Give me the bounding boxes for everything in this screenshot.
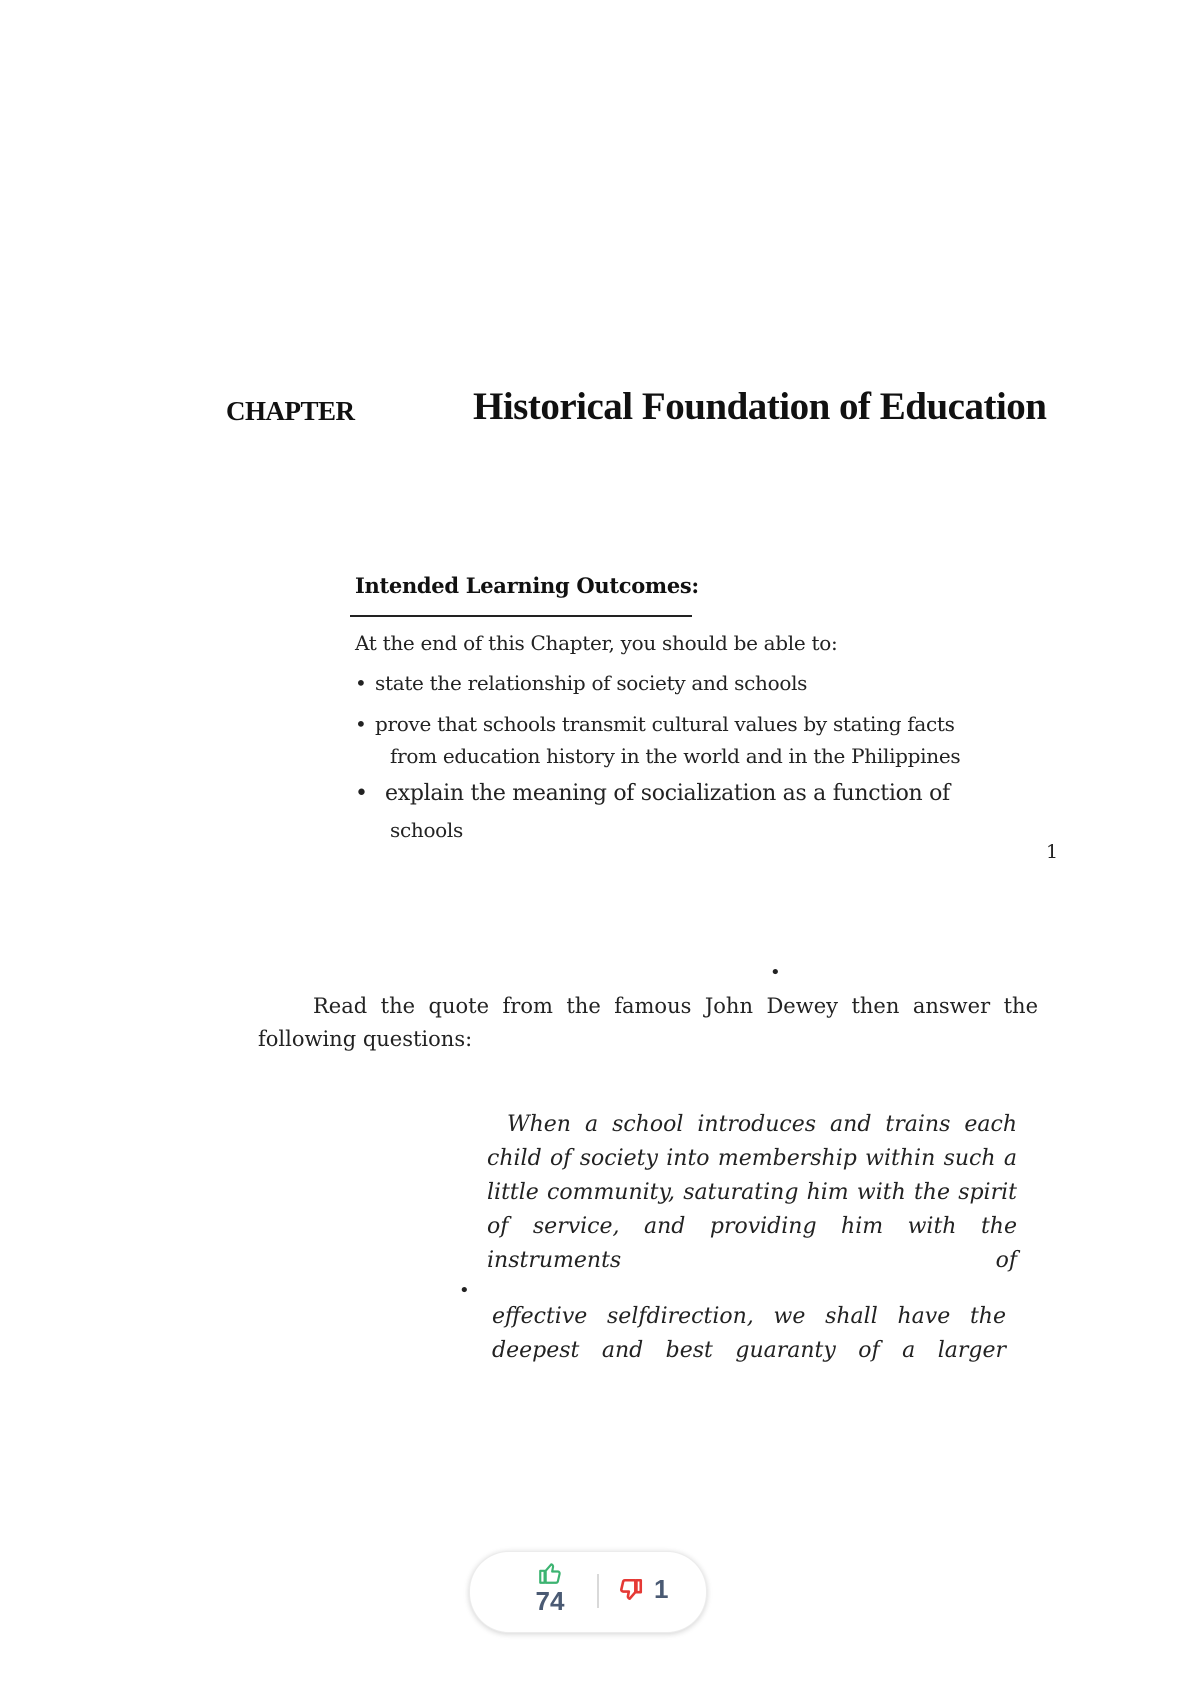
thumbs-down-icon — [618, 1577, 644, 1603]
dislike-count: 1 — [654, 1574, 669, 1604]
outcome-text: explain the meaning of socialization as a function of — [385, 781, 950, 806]
bullet-icon: • — [459, 1280, 470, 1301]
outcomes-intro: At the end of this Chapter, you should be able to: — [355, 631, 838, 655]
page-number: 1 — [1046, 841, 1059, 863]
outcome-text-continued: from education history in the world and in the Philippines — [390, 744, 961, 768]
reaction-bar — [469, 1551, 707, 1633]
dewey-quote: When a school introduces and trains each child of society into membership within such a little community, saturating him with the spirit of service, and providing him with the instruments of — [487, 1112, 1017, 1273]
outcomes-heading: Intended Learning Outcomes: — [355, 573, 699, 598]
outcome-text: prove that schools transmit cultural values by stating facts — [375, 712, 955, 736]
dislike-button[interactable] — [618, 1574, 668, 1605]
bullet-icon: • — [770, 962, 781, 983]
bullet-icon: • — [355, 671, 367, 695]
bullet-icon: • — [355, 781, 368, 806]
instruction-paragraph: Read the quote from the famous John Dewey then answer the following questions: — [258, 994, 1038, 1051]
chapter-title: Historical Foundation of Education — [473, 385, 1047, 428]
outcome-text: state the relationship of society and schools — [375, 671, 808, 695]
heading-underline — [350, 615, 692, 617]
divider — [597, 1574, 599, 1608]
dewey-quote-continued: effective selfdirection, we shall have the deepest and best guaranty of a larger — [492, 1304, 1006, 1363]
bullet-icon: • — [355, 712, 367, 736]
outcome-text-continued: schools — [390, 818, 463, 842]
outcome-item — [355, 712, 955, 736]
outcome-item — [355, 671, 807, 695]
like-count: 74 — [535, 1586, 565, 1616]
chapter-label: CHAPTER — [226, 396, 355, 426]
outcome-item — [355, 781, 950, 806]
like-button[interactable] — [520, 1560, 580, 1616]
thumbs-up-icon — [537, 1560, 563, 1586]
